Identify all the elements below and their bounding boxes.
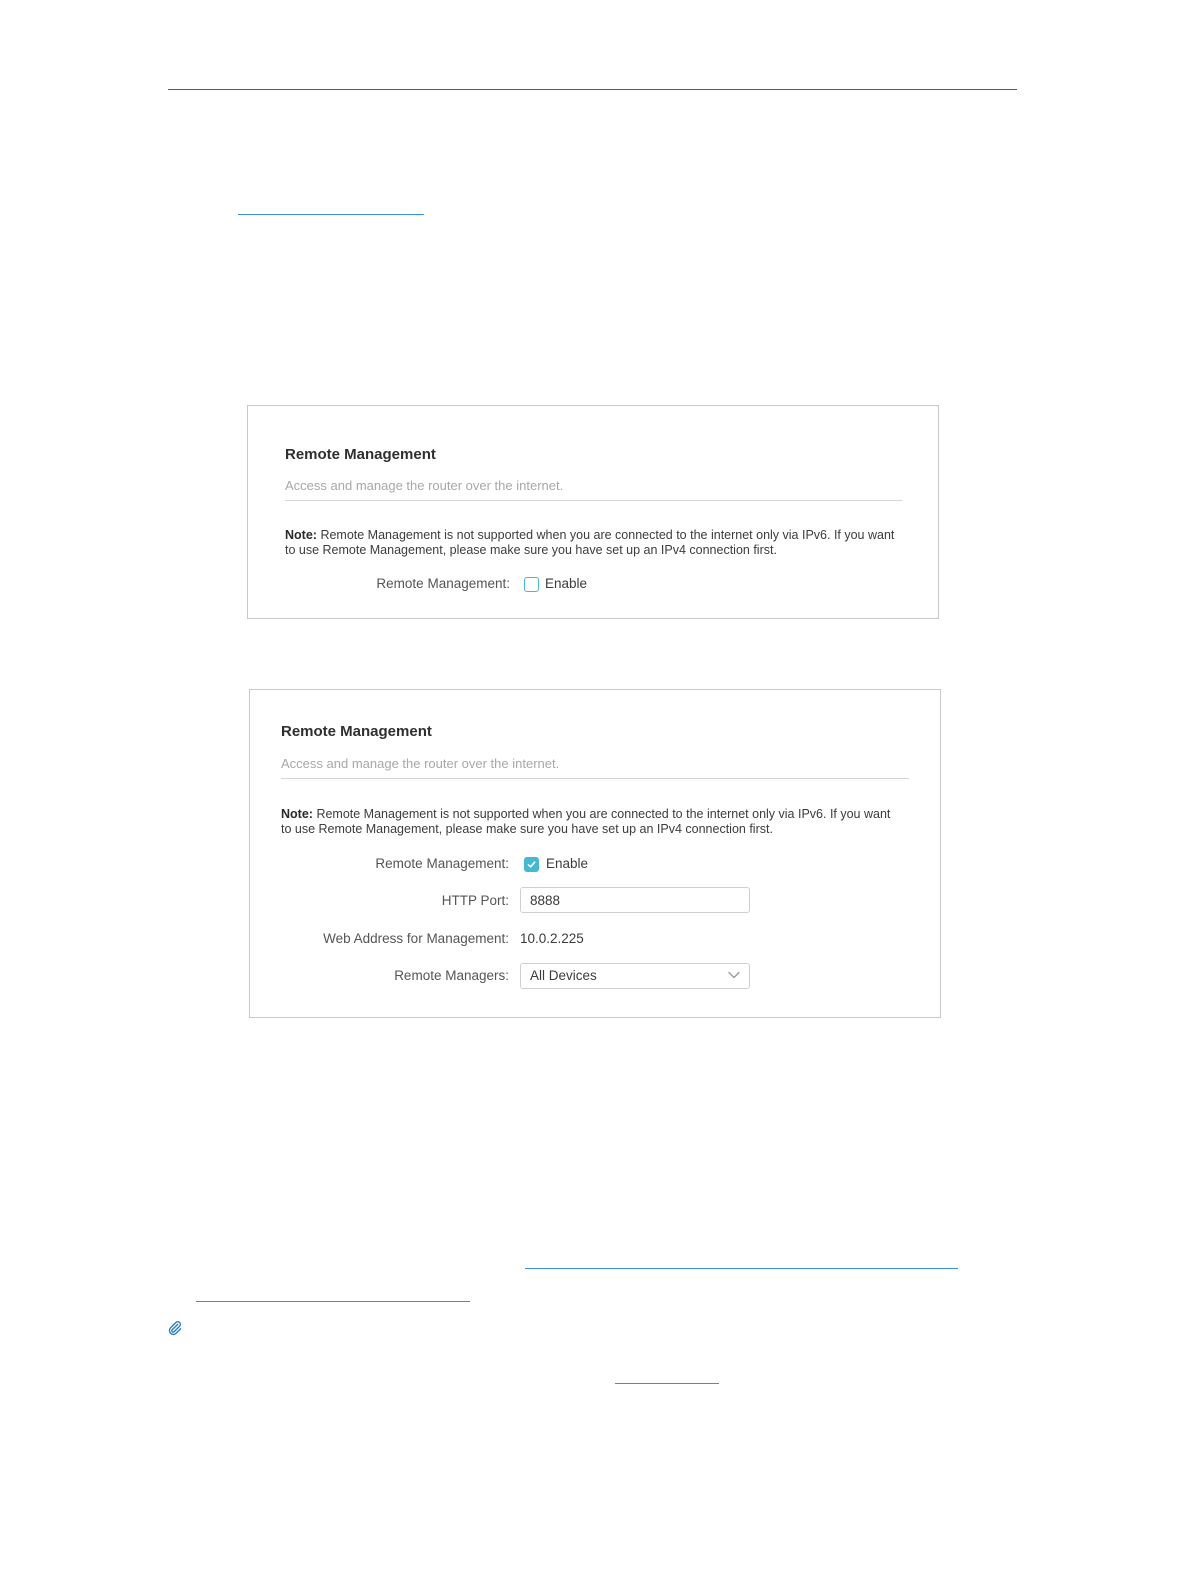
remote-managers-value: All Devices xyxy=(530,968,597,983)
web-address-label: Web Address for Management: xyxy=(323,931,509,946)
chevron-down-icon xyxy=(728,971,740,979)
link-underline[interactable] xyxy=(615,1383,719,1384)
link-underline[interactable] xyxy=(196,1301,470,1302)
note-text: Remote Management is not supported when you are connected to the internet only via IPv6. If you want to use Remote Management, please make sure you have set up an IPv4 connection first. xyxy=(285,528,895,557)
remote-management-label: Remote Management: xyxy=(375,856,509,871)
header-rule xyxy=(168,89,1017,90)
panel-title: Remote Management xyxy=(281,723,432,740)
remote-managers-label: Remote Managers: xyxy=(394,968,509,983)
enable-label[interactable]: Enable xyxy=(546,856,589,871)
paperclip-icon xyxy=(167,1320,183,1336)
link-underline[interactable] xyxy=(238,214,424,215)
note-label: Note: xyxy=(285,528,317,542)
http-port-label: HTTP Port: xyxy=(441,893,509,908)
panel-note xyxy=(285,528,895,558)
panel-title: Remote Management xyxy=(285,446,436,463)
panel-subtitle: Access and manage the router over the internet. xyxy=(285,478,564,493)
remote-management-panel-disabled xyxy=(247,405,939,619)
web-address-value: 10.0.2.225 xyxy=(520,931,584,946)
remote-managers-select[interactable] xyxy=(520,963,750,989)
panel-divider xyxy=(285,500,902,501)
remote-management-panel-enabled xyxy=(249,689,941,1018)
http-port-input[interactable] xyxy=(520,887,750,913)
remote-management-label: Remote Management: xyxy=(376,576,510,591)
panel-subtitle: Access and manage the router over the internet. xyxy=(281,756,560,771)
enable-label[interactable]: Enable xyxy=(545,576,588,591)
panel-divider xyxy=(281,778,909,779)
remote-management-checkbox[interactable] xyxy=(524,857,539,872)
note-text: Remote Management is not supported when you are connected to the internet only via IPv6. If you want to use Remote Management, please make sure you have set up an IPv4 connection first. xyxy=(281,807,891,836)
note-label: Note: xyxy=(281,807,313,821)
checkbox-checked-icon xyxy=(526,859,537,870)
link-underline[interactable] xyxy=(525,1268,958,1269)
panel-note xyxy=(281,807,901,837)
remote-management-checkbox[interactable] xyxy=(524,577,539,592)
